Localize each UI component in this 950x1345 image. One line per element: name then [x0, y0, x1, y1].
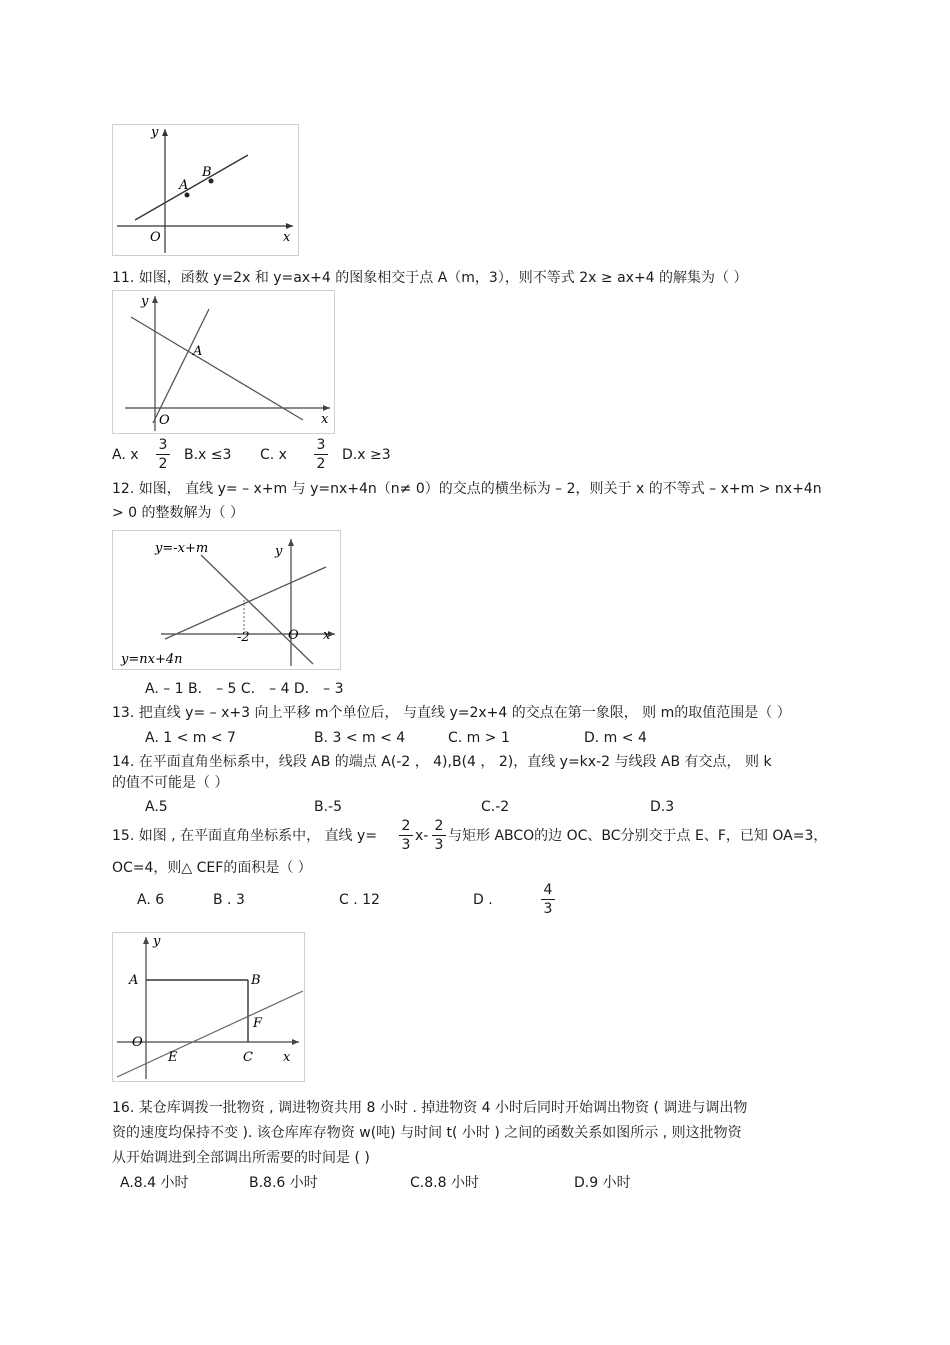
q12-stem-line1: 12. 如图， 直线 y= – x+m 与 y=nx+4n（n≠ 0）的交点的横坐标为 – 2，则关于 x 的不等式 – x+m > nx+4n: [112, 481, 822, 497]
q16-option-a: A.8.4 小时: [120, 1175, 189, 1191]
q13-stem: 13. 把直线 y= – x+3 向上平移 m个单位后， 与直线 y=2x+4 的交点在第一象限， 则 m的取值范围是（ ）: [112, 705, 791, 721]
q14-option-c: C.-2: [481, 799, 510, 815]
q11-stem: 11. 如图，函数 y=2x 和 y=ax+4 的图象相交于点 A（m，3），则不等式 2x ≥ ax+4 的解集为（ ）: [112, 270, 748, 286]
q11-option-b: B.x ≤3: [184, 447, 232, 463]
fig1-point-a-label: A: [179, 178, 189, 193]
fig1-y-label: y: [151, 125, 159, 140]
q15-slope-fraction: 2 3: [399, 818, 413, 853]
q11-option-a: A. x: [112, 447, 139, 463]
q11-x-label: x: [321, 412, 329, 427]
q15-point-a-label: A: [129, 973, 139, 988]
q12-options: A. – 1 B． – 5 C． – 4 D． – 3: [145, 681, 344, 697]
q14-option-b: B.-5: [314, 799, 343, 815]
q15-intercept-fraction: 2 3: [432, 818, 446, 853]
q13-option-d: D. m < 4: [584, 730, 647, 746]
q15-option-d: D .: [473, 892, 493, 908]
q16-option-c: C.8.8 小时: [410, 1175, 479, 1191]
fig1-point-b-label: B: [202, 165, 212, 180]
q11-option-c-fraction: 3 2: [314, 437, 328, 472]
q13-option-a: A. 1 < m < 7: [145, 730, 236, 746]
q16-stem-line1: 16. 某仓库调拨一批物资 , 调进物资共用 8 小时 . 掉进物资 4 小时后同时开始调出物资 ( 调进与调出物: [112, 1100, 748, 1116]
q11-point-a-label: A: [193, 344, 203, 359]
q15-x-label: x: [283, 1050, 291, 1065]
q15-stem-line2: OC=4，则△ CEF的面积是（ ）: [112, 860, 312, 876]
q16-option-d: D.9 小时: [574, 1175, 631, 1191]
q15-option-b: B . 3: [213, 892, 245, 908]
q13-option-c: C. m > 1: [448, 730, 510, 746]
q14-stem-line1: 14. 在平面直角坐标系中，线段 AB 的端点 A(-2 ， 4),B(4 ， 2)，直线 y=kx-2 与线段 AB 有交点， 则 k: [112, 754, 772, 770]
q15-origin-label: O: [132, 1035, 143, 1050]
q12-origin-label: O: [288, 628, 299, 643]
q16-stem-line3: 从开始调进到全部调出所需要的时间是 ( ): [112, 1150, 370, 1166]
q11-option-a-fraction: 3 2: [156, 437, 170, 472]
q15-option-a: A. 6: [137, 892, 165, 908]
q11-option-d: D.x ≥3: [342, 447, 391, 463]
q14-option-a: A.5: [145, 799, 168, 815]
q14-option-d: D.3: [650, 799, 675, 815]
q15-stem-mid: x-: [415, 828, 429, 844]
q15-stem-pre: 15. 如图 , 在平面直角坐标系中， 直线 y=: [112, 828, 377, 844]
fig1-origin-label: O: [150, 230, 161, 245]
q11-y-label: y: [141, 294, 149, 309]
q12-stem-line2: > 0 的整数解为（ ）: [112, 505, 244, 521]
q15-figure: [112, 932, 305, 1082]
q13-option-b: B. 3 < m < 4: [314, 730, 406, 746]
q11-origin-label: O: [159, 413, 170, 428]
q12-y-label: y: [275, 544, 283, 559]
q15-point-f-label: F: [253, 1016, 263, 1031]
q15-point-c-label: C: [243, 1050, 253, 1065]
q11-option-c: C. x: [260, 447, 287, 463]
q11-figure: [112, 290, 335, 434]
fig1-x-label: x: [283, 230, 291, 245]
q12-line1-label: y=-x+m: [155, 541, 209, 556]
q15-option-c: C . 12: [339, 892, 380, 908]
q12-x-label: x: [323, 628, 331, 643]
q15-point-e-label: E: [168, 1050, 178, 1065]
q15-stem-post: 与矩形 ABCO的边 OC、BC分别交于点 E、F，已知 OA=3，: [448, 828, 828, 844]
q12-minus2-label: -2: [237, 630, 250, 645]
q14-stem-line2: 的值不可能是（ ）: [112, 775, 229, 791]
q15-point-b-label: B: [251, 973, 261, 988]
q12-figure: [112, 530, 341, 670]
figure-1: [112, 124, 299, 256]
q16-stem-line2: 资的速度均保持不变 ). 该仓库库存物资 w(吨) 与时间 t( 小时 ) 之间的函数关系如图所示 , 则这批物资: [112, 1125, 742, 1141]
q15-y-label: y: [153, 934, 161, 949]
q12-line2-label: y=nx+4n: [121, 652, 183, 667]
q16-option-b: B.8.6 小时: [249, 1175, 318, 1191]
q15-option-d-fraction: 4 3: [541, 882, 555, 917]
